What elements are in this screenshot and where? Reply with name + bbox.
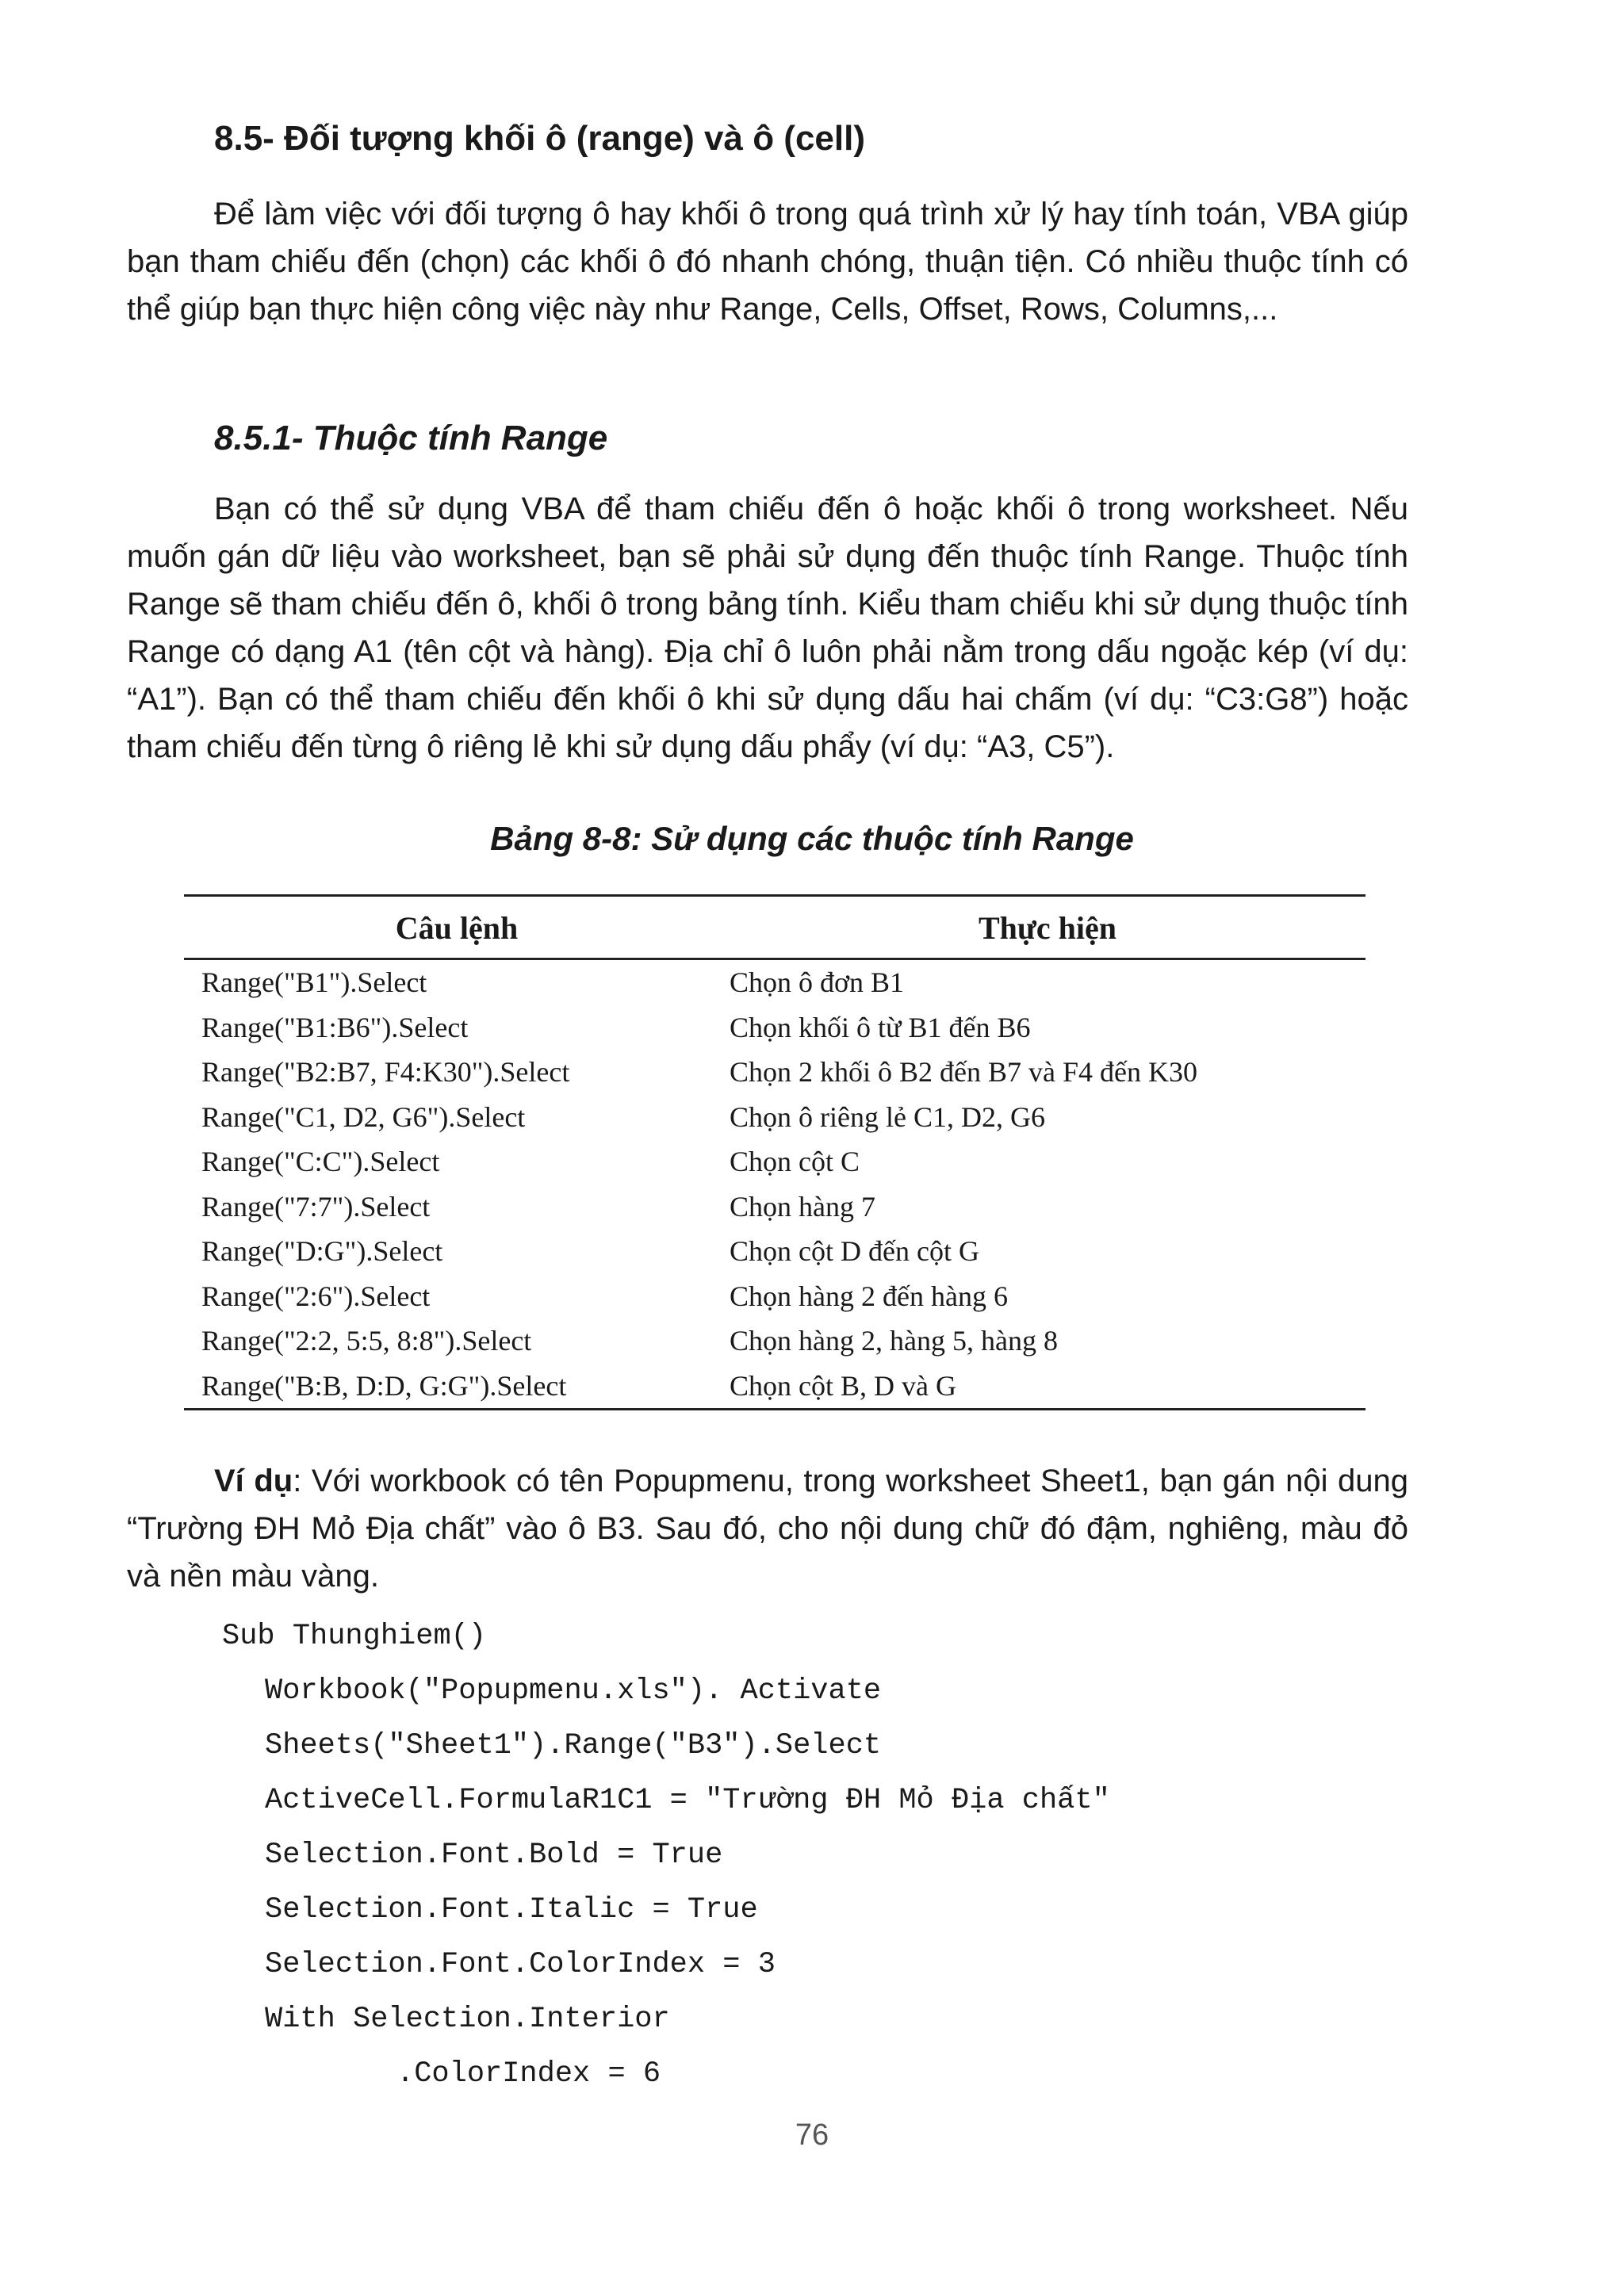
table-row [184,1364,1365,1410]
code-line: Workbook("Popupmenu.xls"). Activate [265,1674,882,1708]
code-line: Selection.Font.Italic = True [265,1893,758,1927]
action-cell: Chọn hàng 2 đến hàng 6 [730,1280,1008,1312]
table-row [184,1005,1365,1050]
command-cell: Range("B:B, D:D, G:G").Select [184,1364,730,1410]
table-header-row [184,896,1365,959]
range-table [184,894,1365,1410]
header-action: Thực hiện [730,896,1365,959]
example-label: Ví dụ [214,1464,293,1498]
command-cell: Range("C1, D2, G6").Select [201,1100,526,1133]
range-paragraph: Bạn có thể sử dụng VBA để tham chiếu đến ô hoặc khối ô trong worksheet. Nếu muốn gán dữ liệu vào worksheet, bạn sẽ phải sử dụng đến thuộc tính Range. Thuộc tính Range sẽ tham chiếu đến ô, khối ô trong bảng tính. Kiểu tham chiếu khi sử dụng thuộc tính Range có dạng A1 (tên cột và hàng). Địa chỉ ô luôn phải nằm trong dấu ngoặc kép (ví dụ: “A1”). Bạn có thể tham chiếu đến khối ô khi sử dụng dấu hai chấm (ví dụ: “C3:G8”) hoặc tham chiếu đến từng ô riêng lẻ khi sử dụng dấu phẩy (ví dụ: “A3, C5”). [127,492,1408,764]
range-table-grid [184,894,1365,1410]
table-row [184,1050,1365,1095]
table-row [184,1095,1365,1140]
table-row [184,1318,1365,1364]
table-row [184,1184,1365,1230]
action-cell: Chọn cột B, D và G [730,1364,1365,1410]
action-cell: Chọn cột C [730,1146,860,1178]
action-cell: Chọn cột D đến cột G [730,1235,979,1268]
action-cell: Chọn khối ô từ B1 đến B6 [730,1011,1031,1043]
action-cell: Chọn 2 khối ô B2 đến B7 và F4 đến K30 [730,1056,1197,1089]
intro-paragraph: Để làm việc với đối tượng ô hay khối ô trong quá trình xử lý hay tính toán, VBA giúp bạn tham chiếu đến (chọn) các khối ô đó nhanh chóng, thuận tiện. Có nhiều thuộc tính có thể giúp bạn thực hiện công việc này như Range, Cells, Offset, Rows, Columns,... [127,197,1408,327]
table-caption: Bảng 8-8: Sử dụng các thuộc tính Range [490,820,1134,857]
code-line: Selection.Font.Bold = True [265,1839,723,1872]
action-cell: Chọn hàng 7 [730,1190,875,1223]
table-row [184,1229,1365,1274]
table-row [184,1274,1365,1319]
code-line: Sheets("Sheet1").Range("B3").Select [265,1729,882,1762]
code-line: ActiveCell.FormulaR1C1 = "Trường ĐH Mỏ Địa chất" [265,1784,1110,1817]
command-cell: Range("B1:B6").Select [201,1011,469,1043]
code-block [222,1609,1110,2102]
command-cell: Range("C:C").Select [201,1146,440,1178]
action-cell: Chọn ô riêng lẻ C1, D2, G6 [730,1100,1045,1133]
command-cell: Range("D:G").Select [201,1235,443,1268]
example-text: : Với workbook có tên Popupmenu, trong worksheet Sheet1, bạn gán nội dung “Trường ĐH Mỏ Địa chất” vào ô B3. Sau đó, cho nội dung chữ đó đậm, nghiêng, màu đỏ và nền màu vàng. [127,1464,1408,1594]
section-heading: 8.5- Đối tượng khối ô (range) và ô (cell) [214,119,866,158]
example-paragraph [127,1457,1408,1600]
page-number: 76 [795,2118,829,2152]
action-cell: Chọn hàng 2, hàng 5, hàng 8 [730,1325,1058,1357]
code-line: Sub Thunghiem() [222,1620,487,1653]
action-cell: Chọn ô đơn B1 [730,966,905,999]
subsection-heading: 8.5.1- Thuộc tính Range [214,419,608,457]
code-line: .ColorIndex = 6 [396,2057,661,2091]
header-command: Câu lệnh [184,896,730,959]
table-row [184,1139,1365,1184]
command-cell: Range("7:7").Select [201,1190,431,1223]
command-cell: Range("2:6").Select [201,1280,431,1312]
command-cell: Range("2:2, 5:5, 8:8").Select [201,1325,532,1357]
command-cell: Range("B2:B7, F4:K30").Select [201,1056,570,1089]
code-line: Selection.Font.ColorIndex = 3 [265,1948,776,1981]
command-cell: Range("B1").Select [201,966,427,999]
code-line: With Selection.Interior [265,2003,670,2036]
table-row [184,959,1365,1005]
